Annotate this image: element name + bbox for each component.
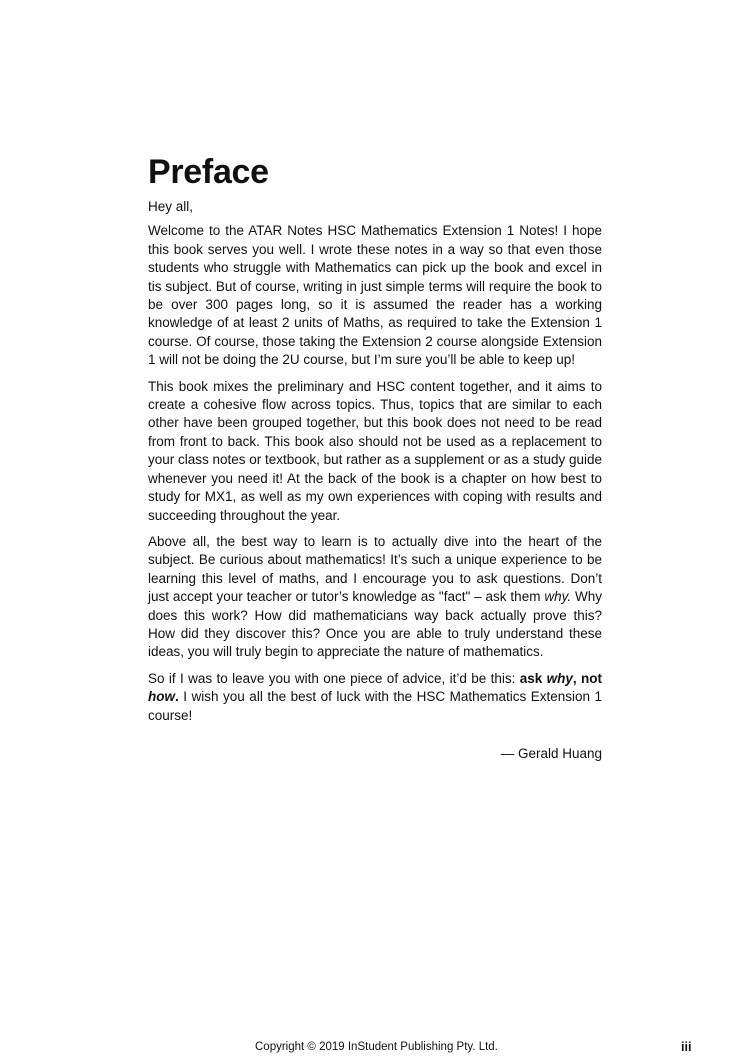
bold-not: , not	[572, 670, 602, 686]
paragraph-advice-text-start: Above all, the best way to learn is to actually dive into the heart of the subject. Be curious about mathematics! It’s such a unique experience to be learning this level of maths, and I encourage you to ask questions. Don’t just accept your teacher or tutor’s knowledge as "fact" – ask them	[148, 533, 602, 605]
bold-ask: ask	[519, 670, 547, 686]
page-footer	[0, 1039, 750, 1055]
emphasis-why: why.	[544, 589, 572, 605]
bold-italic-why: why	[546, 670, 573, 686]
copyright-notice: Copyright © 2019 InStudent Publishing Pty. Ltd.	[255, 1041, 498, 1053]
author-signature: — Gerald Huang	[500, 745, 602, 761]
paragraph-welcome: Welcome to the ATAR Notes HSC Mathematics Extension 1 Notes! I hope this book serves you well. I wrote these notes in a way so that even those students who struggle with Mathematics can pick up the book and excel in tis subject. But of course, writing in just simple terms will require the book to be over 300 pages long, so it is assumed the reader has a working knowledge of at least 2 units of Maths, as required to take the Extension 1 course. Of course, those taking the Extension 2 course alongside Extension 1 will not be doing the 2U course, but I’m sure you’ll be able to keep up!	[148, 223, 602, 368]
paragraph-advice-text-end: Why does this work? How did mathematicians way back actually prove this? How did they discover this? Once you are able to truly understand these ideas, you will truly begin to appreciate the nature of mathematics.	[148, 589, 602, 660]
bold-italic-how: how	[148, 689, 175, 705]
paragraph-structure: This book mixes the preliminary and HSC content together, and it aims to create a cohesive flow across topics. Thus, topics that are similar to each other have been grouped together, but this book does not need to be read from front to back. This book also should not be used as a replacement to your class notes or textbook, but rather as a supplement or as a study guide whenever you need it! At the back of the book is a chapter on how best to study for MX1, as well as my own experiences with coping with results and succeeding throughout the year.	[148, 378, 603, 523]
greeting: Hey all,	[148, 199, 194, 214]
paragraph-closing-tail: I wish you all the best of luck with the HSC Mathematics Extension 1 course!	[148, 689, 602, 723]
paragraph-closing	[148, 670, 602, 725]
paragraph-closing-lead: So if I was to leave you with one piece of advice, it’d be this:	[148, 670, 520, 686]
preface-body	[148, 152, 602, 763]
paragraph-advice	[148, 533, 602, 662]
page-title: Preface	[148, 153, 269, 191]
page-number: iii	[681, 1040, 692, 1054]
bold-period: .	[175, 689, 179, 705]
